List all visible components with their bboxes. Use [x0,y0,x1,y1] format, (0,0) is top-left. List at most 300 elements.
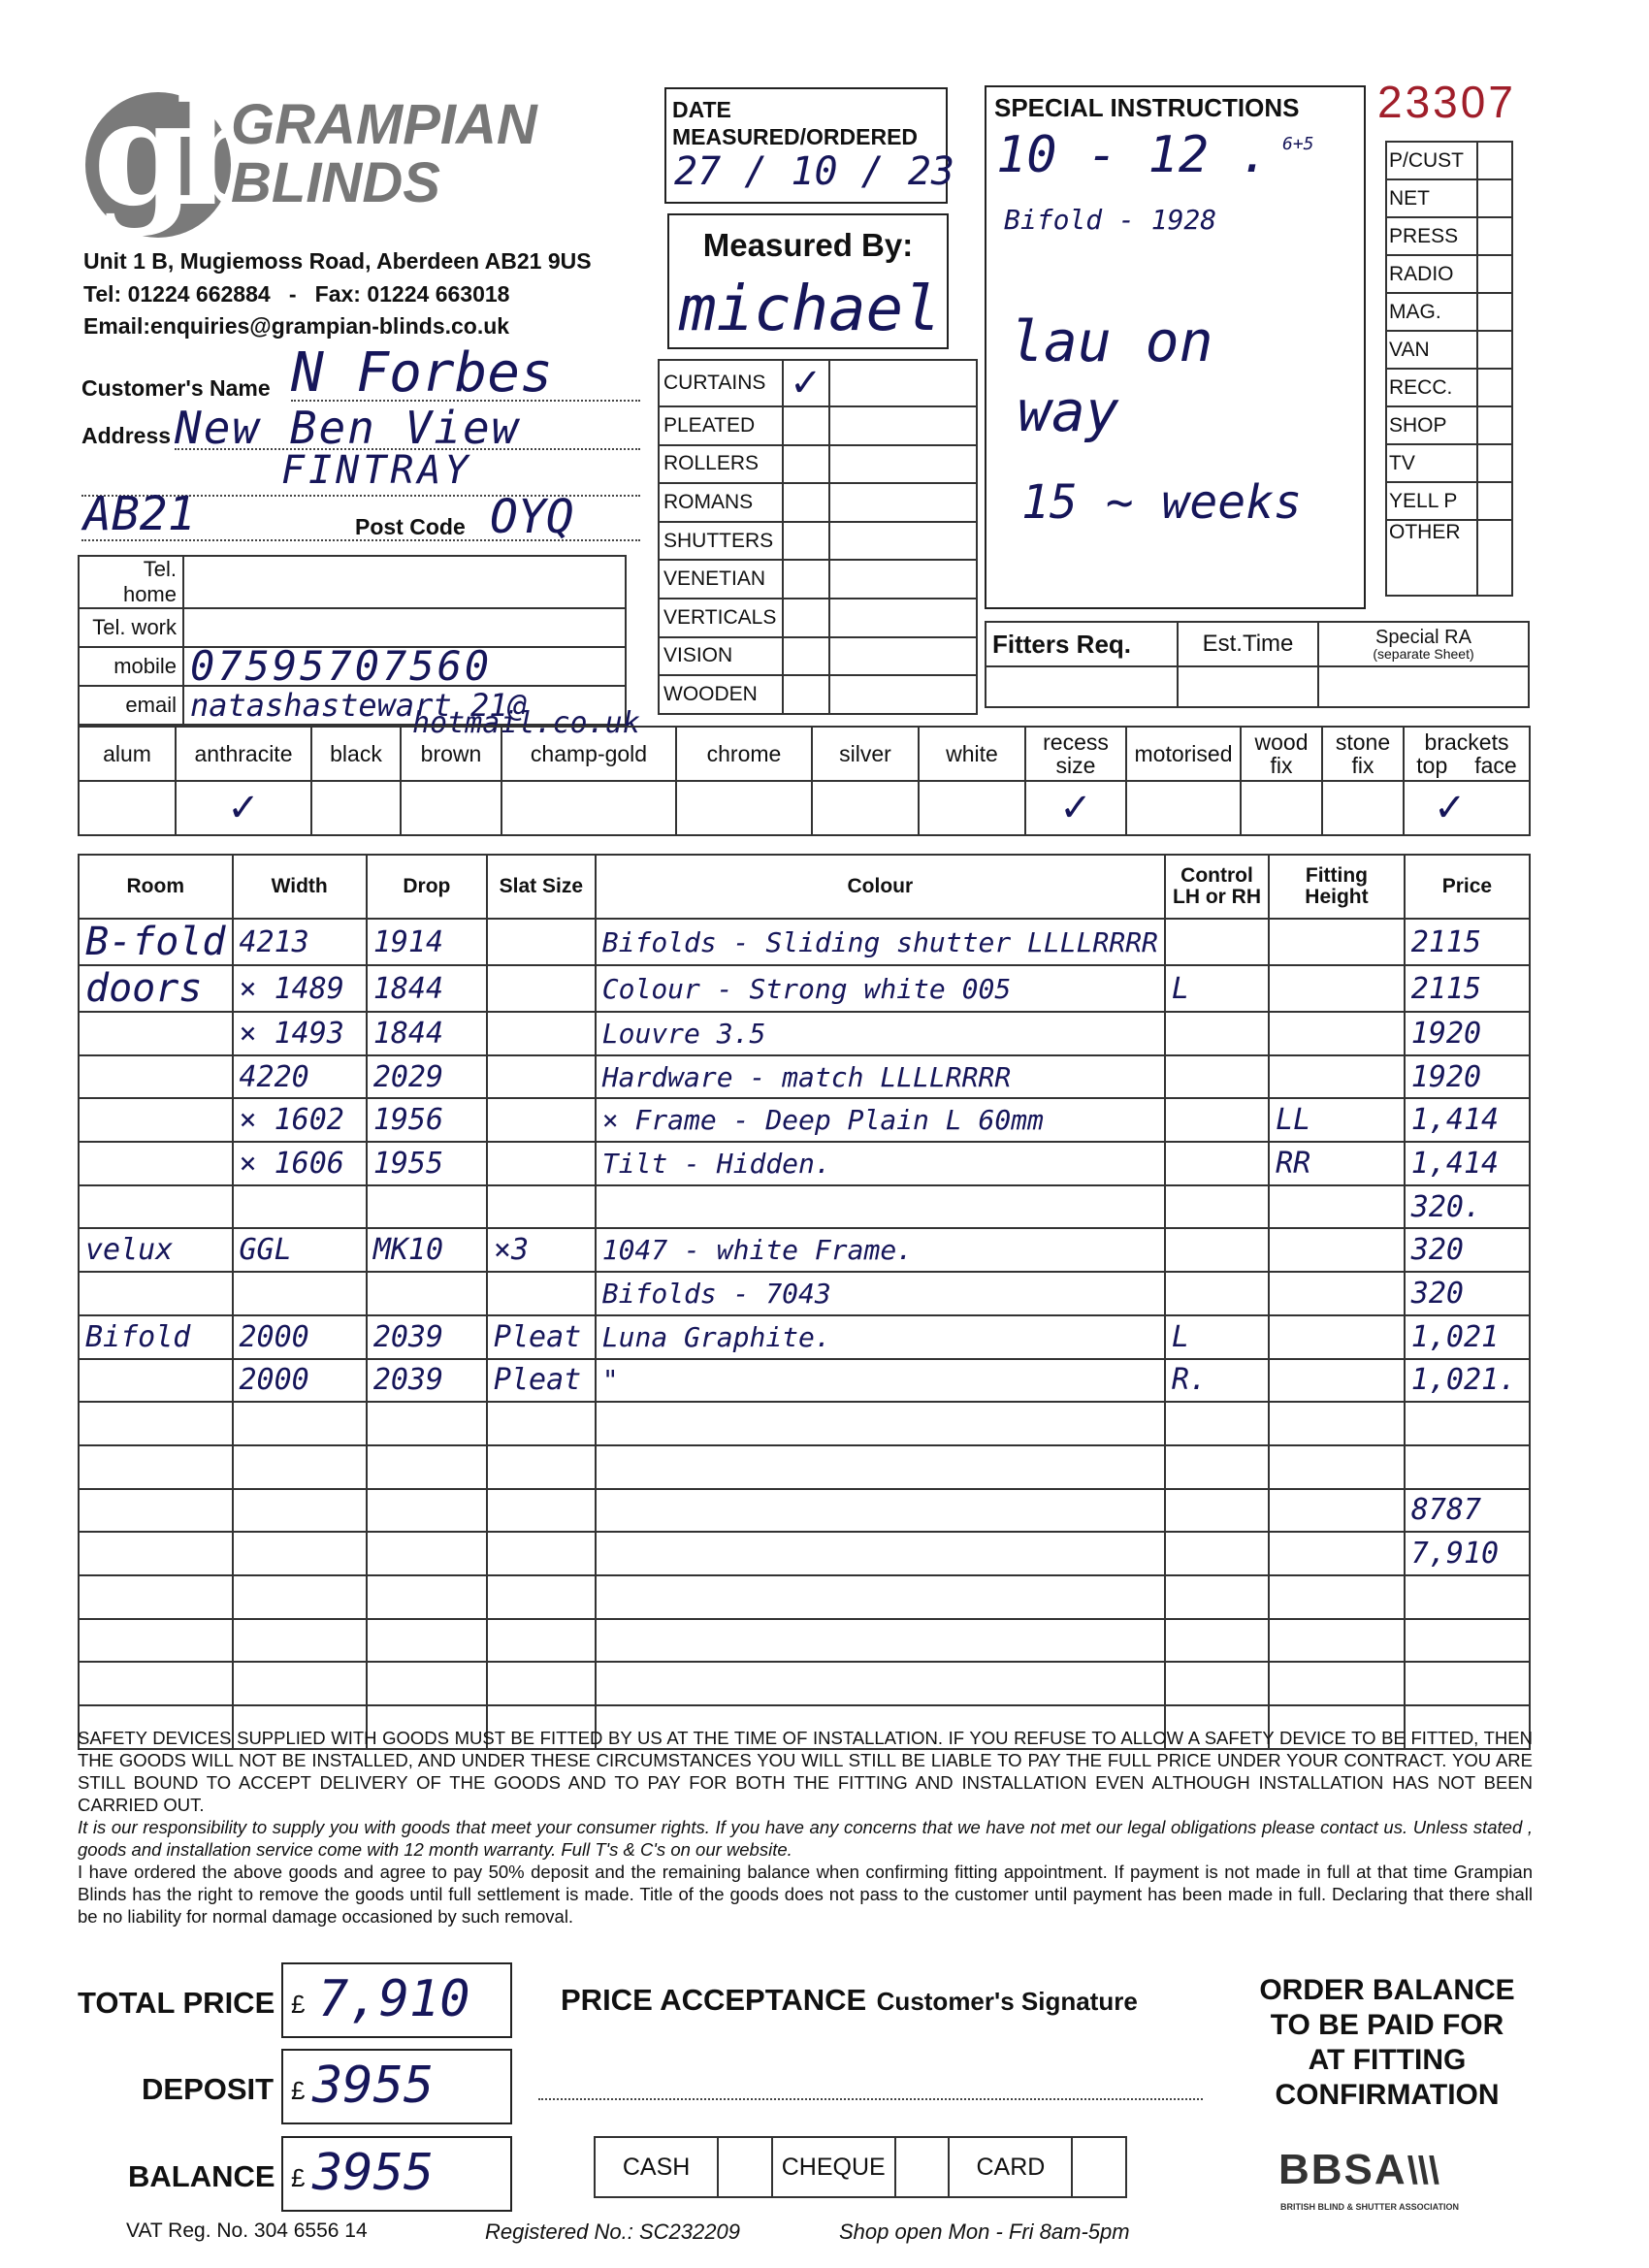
source-label: VAN [1386,331,1477,369]
source-checkbox[interactable] [1477,293,1512,331]
order-cell-width [233,1662,367,1705]
order-cell-width: × 1602 [233,1098,367,1142]
product-notes [829,637,977,676]
deposit-label: DEPOSIT [142,2072,275,2106]
special-instructions-label: SPECIAL INSTRUCTIONS [994,93,1300,122]
card-box[interactable] [1072,2137,1126,2197]
finish-checkbox[interactable] [1322,781,1404,835]
order-cell-room [79,1532,233,1575]
order-cell-control [1165,1185,1269,1229]
brackets-options [1410,754,1523,777]
brackets-checkbox[interactable]: ✓ [1404,781,1530,835]
order-cell-fitting [1269,1055,1405,1099]
finish-label: recess size [1025,727,1126,781]
order-cell-width [233,1272,367,1315]
finish-checkbox[interactable]: ✓ [1025,781,1126,835]
order-cell-room [79,1619,233,1663]
special-ra-subtitle: (separate Sheet) [1373,646,1474,662]
balance-value: 3955 [312,2144,435,2202]
finish-checkbox[interactable] [501,781,676,835]
order-cell-price: 2115 [1405,919,1530,965]
total-price-label: TOTAL PRICE [78,1986,275,2020]
finish-checkbox[interactable]: ✓ [176,781,311,835]
order-balance-line3: AT FITTING [1308,2044,1467,2076]
order-cell-colour [596,1619,1165,1663]
order-cell-colour [596,1402,1165,1445]
order-cell-colour [596,1662,1165,1705]
order-cell-fitting [1269,1575,1405,1619]
postcode-value: OYQ [490,490,574,544]
date-label-line1: DATE [672,97,731,122]
signature-line[interactable] [538,2098,1203,2100]
bbsa-logo [1278,2146,1439,2194]
order-cell-control [1165,1098,1269,1142]
order-cell-slat [487,919,596,965]
finish-label: black [311,727,401,781]
finish-checkbox[interactable] [676,781,812,835]
special-line4: way [1018,378,1119,444]
order-cell-price: 1920 [1405,1012,1530,1055]
est-time-label: Est.Time [1178,622,1318,666]
date-label-line2: MEASURED/ORDERED [672,124,919,149]
order-cell-control [1165,1445,1269,1489]
table-row [79,1228,1530,1272]
shop-hours: Shop open Mon - Fri 8am-5pm [839,2219,1130,2244]
order-cell-price: 320. [1405,1185,1530,1229]
product-notes [829,675,977,714]
order-header: Drop [367,855,487,919]
price-acceptance [561,1983,1138,2018]
order-header: Room [79,855,233,919]
finish-label: alum [79,727,176,781]
order-cell-fitting [1269,1012,1405,1055]
finish-checkbox[interactable] [401,781,501,835]
mobile-label: mobile [79,647,183,686]
total-price-value: 7,910 [318,1970,470,2028]
cheque-box[interactable] [895,2137,950,2197]
order-cell-width: 4213 [233,919,367,965]
order-cell-fitting [1269,1272,1405,1315]
order-cell-drop [367,1402,487,1445]
source-checkbox[interactable] [1477,406,1512,444]
product-label: CURTAINS [659,360,783,406]
finish-checkbox[interactable] [919,781,1025,835]
table-row [79,1012,1530,1055]
price-acceptance-label: PRICE ACCEPTANCE [561,1983,867,2017]
order-table [78,854,1531,1750]
order-cell-control [1165,1228,1269,1272]
terms-agreement: I have ordered the above goods and agree to pay 50% deposit and the remaining balance when confirming fitting appointment. If payment is not made in full at that time Grampian Blinds has the right to remove the goods until full settlement is made. Title of the goods does not pass to the customer until payment has been made in full. Declaring that there shall be no liability for normal damage occasioned by such removal. [78,1862,1533,1927]
tel-home-value [183,556,626,608]
tel-work-value [183,608,626,647]
order-cell-drop [367,1272,487,1315]
product-checkbox[interactable] [783,675,829,714]
order-cell-price [1405,1619,1530,1663]
source-table [1385,141,1513,597]
order-cell-room [79,1055,233,1099]
order-header: Slat Size [487,855,596,919]
customer-name-value: N Forbes [291,341,553,405]
order-cell-control [1165,1575,1269,1619]
table-row [79,965,1530,1012]
order-cell-room [79,1142,233,1185]
order-cell-price: 1,021. [1405,1359,1530,1403]
order-balance-line2: TO BE PAID FOR [1270,2009,1504,2041]
cash-label: CASH [595,2137,718,2197]
order-cell-room [79,1185,233,1229]
table-row [79,1359,1530,1403]
order-balance-line1: ORDER BALANCE [1259,1974,1515,2006]
table-row [79,1575,1530,1619]
order-cell-room [79,1445,233,1489]
table-row [79,919,1530,965]
order-cell-colour: Colour - Strong white 005 [596,965,1165,1012]
fitters-table [985,621,1530,708]
source-checkbox[interactable] [1477,482,1512,520]
order-header: Colour [596,855,1165,919]
address-label: Address [81,423,172,448]
order-balance-line4: CONFIRMATION [1275,2079,1500,2111]
order-cell-room [79,1359,233,1403]
total-price-box [281,1962,512,2038]
order-cell-width [233,1575,367,1619]
bbsa-logo-text: BBSA [1278,2146,1407,2193]
company-email: Email:enquiries@grampian-blinds.co.uk [83,313,510,339]
products-table [658,359,978,715]
order-cell-fitting [1269,1532,1405,1575]
email-label: email [79,686,183,725]
order-cell-slat [487,1098,596,1142]
brackets-title: brackets [1424,729,1509,755]
order-cell-control [1165,1489,1269,1533]
order-cell-control [1165,1532,1269,1575]
company-name-line2: BLINDS [231,151,440,214]
finish-checkbox[interactable] [812,781,919,835]
finish-label: motorised [1126,727,1241,781]
card-label: CARD [949,2137,1072,2197]
order-cell-control [1165,1012,1269,1055]
product-label: VISION [659,637,783,676]
order-cell-control: L [1165,1315,1269,1359]
product-label: PLEATED [659,406,783,445]
order-cell-price: 8787 [1405,1489,1530,1533]
order-cell-colour: Bifolds - Sliding shutter LLLLRRRR [596,919,1165,965]
company-address: Unit 1 B, Mugiemoss Road, Aberdeen AB21 9US [83,248,592,274]
order-cell-price: 1,414 [1405,1142,1530,1185]
order-cell-colour: Luna Graphite. [596,1315,1165,1359]
product-notes [829,560,977,599]
table-row [79,1055,1530,1099]
balance-box [281,2136,512,2212]
order-cell-slat [487,1402,596,1445]
finish-checkbox[interactable] [1126,781,1241,835]
order-balance-note [1227,1973,1547,2113]
source-label: NET [1386,179,1477,217]
order-cell-room: Bifold [79,1315,233,1359]
order-cell-drop: 1914 [367,919,487,965]
postcode-label: Post Code [355,514,466,539]
order-cell-room [79,1012,233,1055]
table-row [79,1142,1530,1185]
terms-responsibility: It is our responsibility to supply you with goods that meet your consumer rights. If you have any concerns that we have not met our legal obligations please contact us. Unless stated , goods and installation service come with 12 month warranty. Full T's & C's on our website. [78,1817,1533,1860]
order-cell-colour: " [596,1359,1165,1403]
measured-by-label: Measured By: [702,227,914,263]
fitters-label: Fitters Req. [986,622,1178,666]
order-cell-price: 1920 [1405,1055,1530,1099]
order-cell-slat [487,1662,596,1705]
special-line2: Bifold - 1928 [1004,204,1217,236]
fitters-value [986,666,1178,707]
order-cell-colour: Bifolds - 7043 [596,1272,1165,1315]
brackets-label [1404,727,1530,781]
order-cell-price: 320 [1405,1228,1530,1272]
order-cell-slat [487,965,596,1012]
product-checkbox[interactable] [783,560,829,599]
order-cell-drop: 1844 [367,965,487,1012]
order-cell-fitting [1269,1359,1405,1403]
product-checkbox[interactable] [783,599,829,637]
order-cell-price: 7,910 [1405,1532,1530,1575]
finish-checkbox[interactable] [79,781,176,835]
order-header: Price [1405,855,1530,919]
special-line1-small: 6+5 [1282,134,1314,154]
order-cell-room [79,1489,233,1533]
special-instructions-box [985,85,1366,609]
email-value-line2: hotmail.co.uk [412,706,640,740]
order-cell-fitting [1269,1445,1405,1489]
order-cell-price: 1,414 [1405,1098,1530,1142]
payment-table [594,2136,1127,2198]
order-cell-fitting [1269,1662,1405,1705]
logo-letters: gb [93,68,258,239]
source-label: YELL P [1386,482,1477,520]
order-cell-slat [487,1272,596,1315]
order-cell-width: 4220 [233,1055,367,1099]
order-cell-room [79,1402,233,1445]
order-cell-drop: 1844 [367,1012,487,1055]
source-checkbox[interactable] [1477,255,1512,293]
order-cell-colour [596,1532,1165,1575]
order-cell-drop [367,1662,487,1705]
source-label: RADIO [1386,255,1477,293]
order-cell-slat [487,1619,596,1663]
tel-work-label: Tel. work [79,608,183,647]
finish-checkbox[interactable] [1241,781,1322,835]
product-checkbox[interactable] [783,483,829,522]
order-cell-colour: Louvre 3.5 [596,1012,1165,1055]
order-cell-width: 2000 [233,1359,367,1403]
order-cell-colour [596,1575,1165,1619]
deposit-value: 3955 [312,2057,435,2115]
order-cell-slat [487,1489,596,1533]
registered-number: Registered No.: SC232209 [485,2219,740,2244]
special-ra-value [1318,666,1529,707]
product-notes [829,406,977,445]
order-cell-colour [596,1445,1165,1489]
deposit-box [281,2049,512,2124]
source-label: OTHER [1386,520,1477,596]
product-label: WOODEN [659,675,783,714]
product-label: VENETIAN [659,560,783,599]
product-checkbox[interactable] [783,637,829,676]
order-cell-colour: 1047 - white Frame. [596,1228,1165,1272]
product-notes [829,599,977,637]
order-cell-width [233,1532,367,1575]
order-cell-control: L [1165,965,1269,1012]
date-value: 27 / 10 / 23 [674,149,954,194]
table-row [79,1532,1530,1575]
tel-home-label: Tel. home [79,556,183,608]
order-cell-room: velux [79,1228,233,1272]
order-cell-fitting [1269,965,1405,1012]
price-acceptance-sub: Customer's Signature [876,1987,1138,2016]
order-cell-fitting [1269,1489,1405,1533]
finish-label: white [919,727,1025,781]
order-cell-colour [596,1185,1165,1229]
order-cell-price: 320 [1405,1272,1530,1315]
order-cell-fitting: LL [1269,1098,1405,1142]
order-cell-price: 1,021 [1405,1315,1530,1359]
order-cell-drop: 1956 [367,1098,487,1142]
order-cell-width: GGL [233,1228,367,1272]
order-cell-width [233,1489,367,1533]
brackets-top: top [1416,753,1448,778]
postcode-prefix: AB21 [83,487,196,541]
special-ra-label [1318,622,1529,666]
finish-label: wood fix [1241,727,1322,781]
table-row [79,1315,1530,1359]
table-row [79,1272,1530,1315]
order-cell-control [1165,919,1269,965]
company-tel: Tel: 01224 662884 - Fax: 01224 663018 [83,281,510,307]
contact-table [78,555,627,726]
company-name-line1: GRAMPIAN [231,93,537,156]
balance-currency: £ [291,2163,306,2192]
product-label: SHUTTERS [659,522,783,561]
order-cell-fitting [1269,919,1405,965]
order-cell-slat [487,1012,596,1055]
finish-label: champ-gold [501,727,676,781]
product-notes [829,360,977,406]
order-cell-colour: Tilt - Hidden. [596,1142,1165,1185]
source-checkbox[interactable] [1477,217,1512,255]
table-row [79,1489,1530,1533]
order-cell-fitting: RR [1269,1142,1405,1185]
source-checkbox[interactable] [1477,369,1512,406]
order-cell-colour: × Frame - Deep Plain L 60mm [596,1098,1165,1142]
finish-checkbox[interactable] [311,781,401,835]
special-line3: lau on [1010,308,1213,374]
table-row [79,1662,1530,1705]
source-label: P/CUST [1386,142,1477,179]
special-line5: 15 ~ weeks [1021,475,1302,530]
source-checkbox[interactable] [1477,520,1512,596]
order-cell-room [79,1272,233,1315]
order-cell-drop: MK10 [367,1228,487,1272]
finish-label: anthracite [176,727,311,781]
date-box [664,87,954,204]
source-label: MAG. [1386,293,1477,331]
order-cell-drop [367,1575,487,1619]
product-checkbox[interactable]: ✓ [783,360,829,406]
table-row [79,1619,1530,1663]
order-cell-slat [487,1575,596,1619]
order-cell-drop: 2039 [367,1315,487,1359]
order-cell-width: 2000 [233,1315,367,1359]
order-cell-drop: 1955 [367,1142,487,1185]
product-checkbox[interactable] [783,445,829,484]
order-cell-slat [487,1445,596,1489]
customer-name-label: Customer's Name [81,375,271,401]
order-header: Control LH or RH [1165,855,1269,919]
source-checkbox[interactable] [1477,444,1512,482]
source-label: RECC. [1386,369,1477,406]
order-header: Width [233,855,367,919]
vat-number: VAT Reg. No. 304 6556 14 [126,2219,368,2242]
product-label: VERTICALS [659,599,783,637]
order-cell-drop: 2039 [367,1359,487,1403]
product-checkbox[interactable] [783,522,829,561]
order-cell-colour [596,1489,1165,1533]
order-cell-fitting [1269,1185,1405,1229]
bbsa-slash-icon: \\\ [1406,2150,1440,2192]
source-label: PRESS [1386,217,1477,255]
order-cell-width [233,1402,367,1445]
order-cell-price [1405,1575,1530,1619]
order-header: Fitting Height [1269,855,1405,919]
order-cell-price [1405,1662,1530,1705]
order-cell-drop [367,1532,487,1575]
email-value: natashastewart 21@ [183,686,626,725]
source-checkbox[interactable] [1477,179,1512,217]
source-checkbox[interactable] [1477,331,1512,369]
source-checkbox[interactable] [1477,142,1512,179]
order-cell-fitting [1269,1402,1405,1445]
order-cell-room: B-fold [79,919,233,965]
order-cell-room: doors [79,965,233,1012]
table-row [79,1445,1530,1489]
order-cell-slat [487,1142,596,1185]
order-cell-price: 2115 [1405,965,1530,1012]
special-ra-title: Special RA [1375,627,1471,648]
product-checkbox[interactable] [783,406,829,445]
finish-label: stone fix [1322,727,1404,781]
order-cell-control [1165,1619,1269,1663]
order-cell-room [79,1662,233,1705]
est-time-value [1178,666,1318,707]
mobile-value: 07595707560 [183,647,626,686]
order-cell-control [1165,1402,1269,1445]
finish-label: silver [812,727,919,781]
order-cell-colour: Hardware - match LLLLRRRR [596,1055,1165,1099]
order-cell-drop [367,1489,487,1533]
source-label: SHOP [1386,406,1477,444]
order-cell-width: × 1606 [233,1142,367,1185]
finish-label: chrome [676,727,812,781]
cash-box[interactable] [718,2137,772,2197]
order-cell-drop [367,1619,487,1663]
order-cell-slat [487,1055,596,1099]
special-line1: 10 - 12 . [996,126,1270,184]
order-cell-fitting [1269,1228,1405,1272]
order-cell-width [233,1445,367,1489]
order-cell-width [233,1619,367,1663]
order-cell-room [79,1098,233,1142]
finishes-table [78,726,1531,836]
order-cell-width: × 1493 [233,1012,367,1055]
product-label: ROMANS [659,483,783,522]
order-cell-control [1165,1055,1269,1099]
